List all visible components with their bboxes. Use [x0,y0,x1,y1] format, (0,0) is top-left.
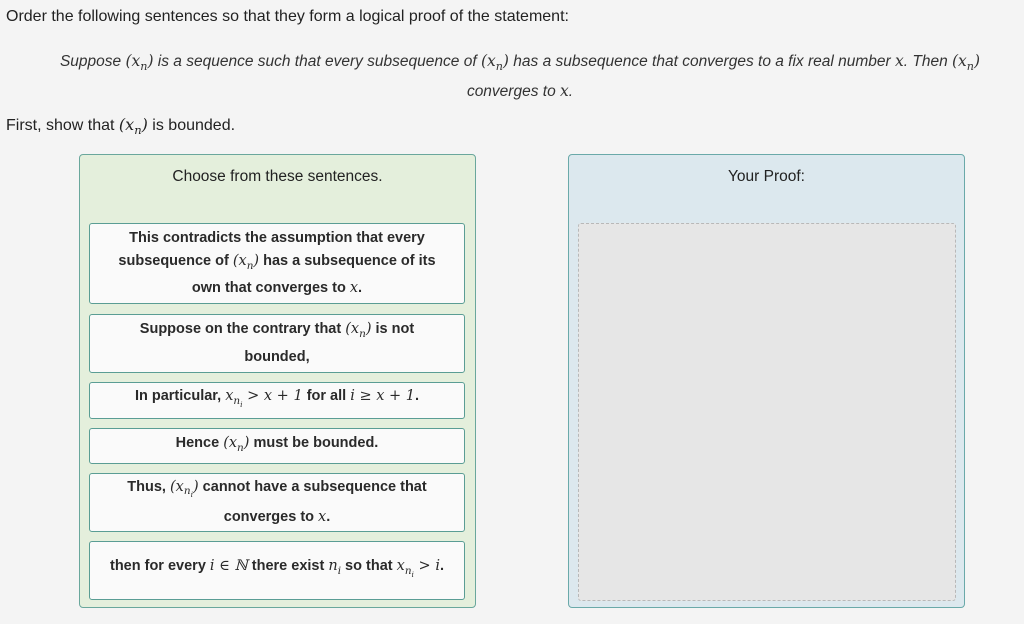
instruction-text: Order the following sentences so that they form a logical proof of the statement: [6,8,569,25]
proof-panel [568,154,965,608]
sentence-card-contradiction[interactable]: This contradicts the assumption that every subsequence of $(x_n)$ has a subsequence of its own that converges to x. [89,223,465,304]
choices-panel [79,154,476,608]
statement-text: Suppose $(x_n)$ is a sequence such that every subsequence of $(x_n)$ has a subsequence that converges to a fix real number x. Then $(x_n)$ converges to x. [59,52,981,101]
sentence-card-thus[interactable]: Thus, $(x_{n_i})$ cannot have a subsequence that converges to x. [89,473,465,532]
sentence-card-hence[interactable]: Hence $(x_n)$ must be bounded. [89,428,465,464]
first-step-hint: First, show that $(x_n)$ is bounded. [6,115,236,138]
choices-panel-title: Choose from these sentences. [172,168,383,185]
sentence-card-in-particular[interactable]: In particular, $x_{n_i} > x + 1$ for all i ≥ x + 1. [89,382,465,419]
sentence-card-then-for-every[interactable]: then for every i ∈ ℕ there exist $n_i$ so that $x_{n_i} > i$. [89,541,465,600]
proof-panel-title: Your Proof: [728,168,805,185]
sentence-card-suppose[interactable]: Suppose on the contrary that $(x_n)$ is not bounded, [89,314,465,373]
proof-dropzone[interactable] [578,223,956,601]
